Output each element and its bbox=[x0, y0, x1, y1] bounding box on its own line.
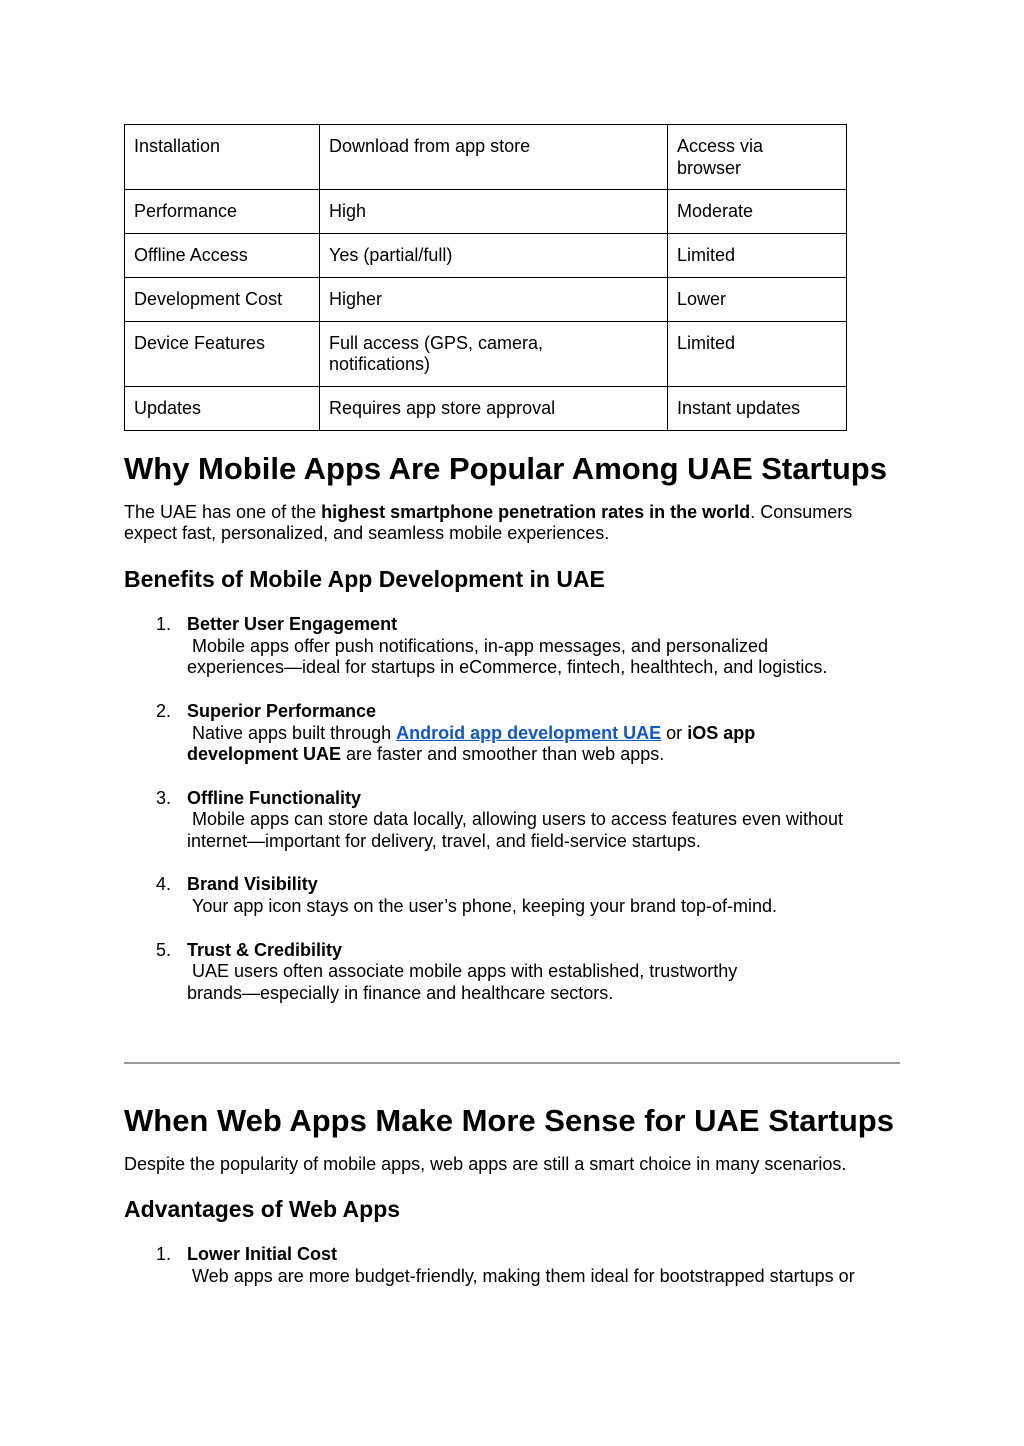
intro-paragraph-web-apps bbox=[124, 1154, 900, 1176]
text: Mobile apps offer push notifications, in-app messages, and personalized bbox=[187, 635, 769, 656]
list-item bbox=[124, 788, 900, 853]
text-line bbox=[124, 502, 900, 524]
list-item bbox=[124, 701, 900, 766]
cell-text: Device Features bbox=[134, 332, 266, 353]
list-item bbox=[124, 874, 900, 917]
text: expect fast, personalized, and seamless mobile experiences. bbox=[124, 523, 610, 544]
cell-text: Installation bbox=[134, 136, 221, 156]
list-item-body bbox=[187, 614, 900, 679]
list-item bbox=[124, 940, 900, 1005]
text-line bbox=[187, 896, 900, 918]
comparison-table bbox=[124, 124, 847, 431]
table-row bbox=[125, 277, 847, 321]
list-number: 4. bbox=[156, 874, 172, 895]
table-cell bbox=[125, 386, 320, 430]
table-cell bbox=[668, 234, 847, 278]
text-line bbox=[187, 744, 900, 766]
cell-text: Download from app store bbox=[329, 136, 531, 156]
android-app-development-uae-link[interactable]: Android app development UAE bbox=[396, 722, 662, 743]
cell-text: Moderate bbox=[677, 201, 754, 222]
bold-text: highest smartphone penetration rates in the world bbox=[321, 501, 751, 522]
cell-text: Offline Access bbox=[134, 245, 248, 266]
subheading-benefits: Benefits of Mobile App Development in UAE bbox=[124, 566, 605, 593]
list-number: 1. bbox=[156, 1244, 172, 1265]
section-heading-web-apps: When Web Apps Make More Sense for UAE Startups bbox=[124, 1102, 894, 1138]
cell-text: Performance bbox=[134, 201, 238, 222]
cell-text: Requires app store approval bbox=[329, 397, 556, 418]
list-item-body bbox=[187, 701, 900, 766]
cell-text: Development Cost bbox=[134, 288, 283, 309]
text-line bbox=[187, 723, 900, 745]
list-item bbox=[124, 614, 900, 679]
list-item-title: Trust & Credibility bbox=[187, 939, 343, 960]
table-cell bbox=[125, 321, 320, 386]
text: experiences—ideal for startups in eCommerce, fintech, healthtech, and logistics. bbox=[187, 657, 828, 678]
cell-text: Full access (GPS, camera, bbox=[329, 332, 544, 353]
table-cell bbox=[320, 321, 668, 386]
text-line bbox=[187, 983, 900, 1005]
table-cell bbox=[320, 125, 668, 190]
list-number: 5. bbox=[156, 939, 172, 960]
text-line bbox=[124, 1154, 900, 1176]
text: brands—especially in finance and healthcare sectors. bbox=[187, 982, 614, 1003]
table-cell bbox=[668, 190, 847, 234]
text-line bbox=[187, 657, 900, 679]
bold-text: iOS app bbox=[687, 722, 756, 743]
text: The UAE has one of the bbox=[124, 501, 322, 522]
text: . Consumers bbox=[750, 501, 853, 522]
table-cell bbox=[320, 386, 668, 430]
list-item-body bbox=[187, 1244, 900, 1287]
list-item-title: Lower Initial Cost bbox=[187, 1244, 338, 1265]
cell-text: Lower bbox=[677, 288, 727, 309]
table-row bbox=[125, 125, 847, 190]
text-line bbox=[187, 961, 900, 983]
text-line bbox=[187, 809, 900, 831]
cell-text: Higher bbox=[329, 288, 383, 309]
text-line bbox=[124, 523, 900, 545]
list-item-body bbox=[187, 940, 900, 1005]
table-row bbox=[125, 234, 847, 278]
list-item-title: Brand Visibility bbox=[187, 874, 318, 895]
list-number: 1. bbox=[156, 614, 172, 635]
cell-text: browser bbox=[677, 157, 742, 178]
table-cell bbox=[125, 190, 320, 234]
text-line bbox=[187, 636, 900, 658]
text: UAE users often associate mobile apps with established, trustworthy bbox=[187, 961, 738, 982]
list-item-body bbox=[187, 874, 900, 917]
cell-text: High bbox=[329, 201, 367, 222]
text: Native apps built through bbox=[187, 722, 397, 743]
table-cell bbox=[668, 386, 847, 430]
table-row bbox=[125, 321, 847, 386]
text-line bbox=[187, 831, 900, 853]
cell-text: Access via bbox=[677, 136, 764, 156]
list-number: 3. bbox=[156, 787, 172, 808]
list-item-title: Offline Functionality bbox=[187, 787, 361, 808]
list-item bbox=[124, 1244, 900, 1287]
cell-text: Limited bbox=[677, 245, 736, 266]
cell-text: Limited bbox=[677, 332, 736, 353]
table-body bbox=[125, 125, 847, 431]
text: Your app icon stays on the user’s phone, keeping your brand top-of-mind. bbox=[187, 896, 778, 917]
table-cell bbox=[320, 234, 668, 278]
table-row bbox=[125, 190, 847, 234]
table-cell bbox=[125, 277, 320, 321]
subheading-advantages: Advantages of Web Apps bbox=[124, 1196, 401, 1223]
text-line bbox=[187, 1266, 900, 1288]
bold-text: development UAE bbox=[187, 744, 342, 765]
advantages-list bbox=[124, 1244, 900, 1287]
list-item-body bbox=[187, 788, 900, 853]
text: internet—important for delivery, travel, and field-service startups. bbox=[187, 831, 701, 852]
text: Web apps are more budget-friendly, making them ideal for bootstrapped startups or bbox=[187, 1266, 855, 1287]
table-cell bbox=[320, 190, 668, 234]
list-item-title: Superior Performance bbox=[187, 700, 377, 721]
table-cell bbox=[668, 277, 847, 321]
list-item-title: Better User Engagement bbox=[187, 614, 398, 635]
cell-text: Updates bbox=[134, 397, 202, 418]
text: Despite the popularity of mobile apps, web apps are still a smart choice in many scenarios. bbox=[124, 1153, 847, 1174]
intro-paragraph-mobile-apps bbox=[124, 502, 900, 545]
text: or bbox=[661, 722, 688, 743]
table-cell bbox=[668, 321, 847, 386]
cell-text: notifications) bbox=[329, 354, 431, 375]
text: are faster and smoother than web apps. bbox=[341, 744, 665, 765]
table-cell bbox=[125, 125, 320, 190]
table-cell bbox=[125, 234, 320, 278]
table-cell bbox=[320, 277, 668, 321]
table-cell bbox=[668, 125, 847, 190]
cell-text: Yes (partial/full) bbox=[329, 245, 453, 266]
section-heading-mobile-apps: Why Mobile Apps Are Popular Among UAE Startups bbox=[124, 450, 887, 486]
cell-text: Instant updates bbox=[677, 397, 801, 418]
benefits-list bbox=[124, 614, 900, 1005]
table-row bbox=[125, 386, 847, 430]
text: Mobile apps can store data locally, allowing users to access features even without bbox=[187, 809, 844, 830]
list-number: 2. bbox=[156, 700, 172, 721]
section-divider bbox=[124, 1062, 900, 1064]
